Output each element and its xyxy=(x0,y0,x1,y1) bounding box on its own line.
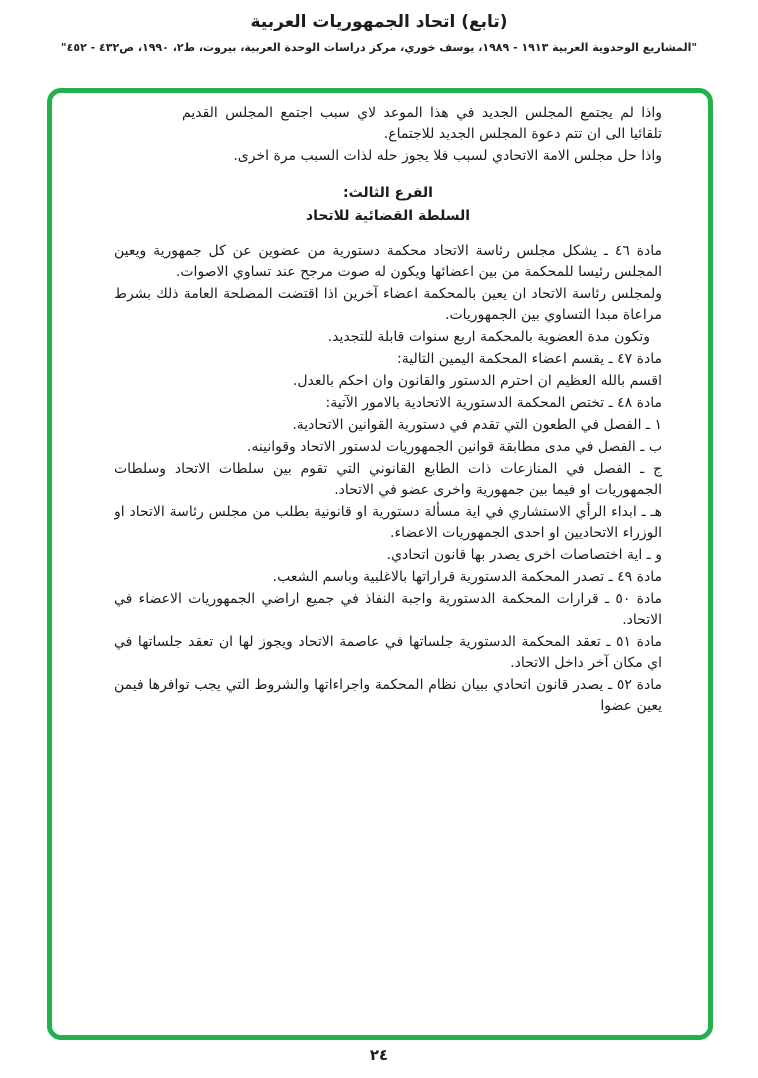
page-footer xyxy=(0,1046,758,1064)
article-46-addendum-1: ولمجلس رئاسة الاتحاد ان يعين بالمحكمة اعضاء آخرين اذا اقتضت المصلحة العامة ذلك بشرط مراعاة مبدا التساوي بين الجمهوريات. xyxy=(114,286,662,323)
article-50-paragraph: مادة ٥٠ ـ قرارات المحكمة الدستورية واجبة النفاذ في جميع اراضي الجمهوريات الاعضاء في الاتحاد. xyxy=(114,591,662,628)
article-49-paragraph: مادة ٤٩ ـ تصدر المحكمة الدستورية قراراتها بالاغلبية وباسم الشعب. xyxy=(272,569,662,585)
section-heading xyxy=(114,183,662,227)
page-title: (تابع) اتحاد الجمهوريات العربية xyxy=(250,12,508,32)
article-48-clause-h: هـ ـ ابداء الرأي الاستشاري في اية مسألة دستورية او قانونية بطلب من مجلس رئاسة الاتحاد او الوزراء الاتحاديين او احدى الجمهوريات الاعضاء. xyxy=(114,504,662,541)
section-title: السلطة القضائية للاتحاد xyxy=(305,208,471,224)
intro-paragraph-2: واذا حل مجلس الامة الاتحادي لسبب فلا يجوز حله لذات السبب مرة اخرى. xyxy=(233,148,662,164)
article-52-paragraph: مادة ٥٢ ـ يصدر قانون اتحادي ببيان نظام المحكمة واجراءاتها والشروط التي يجب توافرها فيمن يعين عضوا xyxy=(114,677,662,714)
intro-paragraph-1: واذا لم يجتمع المجلس الجديد في هذا الموعد لاي سبب اجتمع المجلس القديم تلقائيا الى ان تتم دعوة المجلس الجديد للاجتماع. xyxy=(182,105,662,142)
document-content xyxy=(114,103,662,1027)
article-46-addendum-2: وتكون مدة العضوية بالمحكمة اربع سنوات قابلة للتجديد. xyxy=(327,329,650,345)
article-48-clause-b: ب ـ الفصل في مدى مطابقة قوانين الجمهوريات لدستور الاتحاد وقوانينه. xyxy=(246,439,662,455)
page-header xyxy=(0,12,758,54)
page-number: ٢٤ xyxy=(369,1046,389,1064)
article-46-paragraph: مادة ٤٦ ـ يشكل مجلس رئاسة الاتحاد محكمة دستورية من عضوين عن كل جمهورية ويعين المجلس رئيسا للمحكمة من بين اعضائها ويكون له صوت مرجح عند تساوي الاصوات. xyxy=(114,243,662,280)
oath-text: اقسم بالله العظيم ان احترم الدستور والقانون وان احكم بالعدل. xyxy=(292,373,662,389)
article-48-paragraph: مادة ٤٨ ـ تختص المحكمة الدستورية الاتحادية بالامور الآتية: xyxy=(325,395,662,411)
article-48-clause-j: ج ـ الفصل في المنازعات ذات الطابع القانوني التي تقوم بين سلطات الاتحاد وسلطات الجمهوريات او فيما بين جمهورية واخرى عضو في الاتحاد. xyxy=(114,461,662,498)
section-kicker: الفرع الثالث: xyxy=(343,185,433,201)
article-51-paragraph: مادة ٥١ ـ تعقد المحكمة الدستورية جلساتها في عاصمة الاتحاد ويجوز لها ان تعقد جلساتها في اي مكان آخر داخل الاتحاد. xyxy=(114,634,662,671)
article-48-clause-1: ١ ـ الفصل في الطعون التي تقدم في دستورية القوانين الاتحادية. xyxy=(292,417,662,433)
article-47-paragraph: مادة ٤٧ ـ يقسم اعضاء المحكمة اليمين التالية: xyxy=(397,351,662,367)
source-citation: "المشاريع الوحدوية العربية ١٩١٣ - ١٩٨٩، يوسف خوري، مركز دراسات الوحدة العربية، بيروت، ط٢، ١٩٩٠، ص٤٣٢ - ٤٥٢" xyxy=(60,41,698,54)
document-frame xyxy=(47,88,713,1040)
article-48-clause-w: و ـ اية اختصاصات اخرى يصدر بها قانون اتحادي. xyxy=(386,547,662,563)
